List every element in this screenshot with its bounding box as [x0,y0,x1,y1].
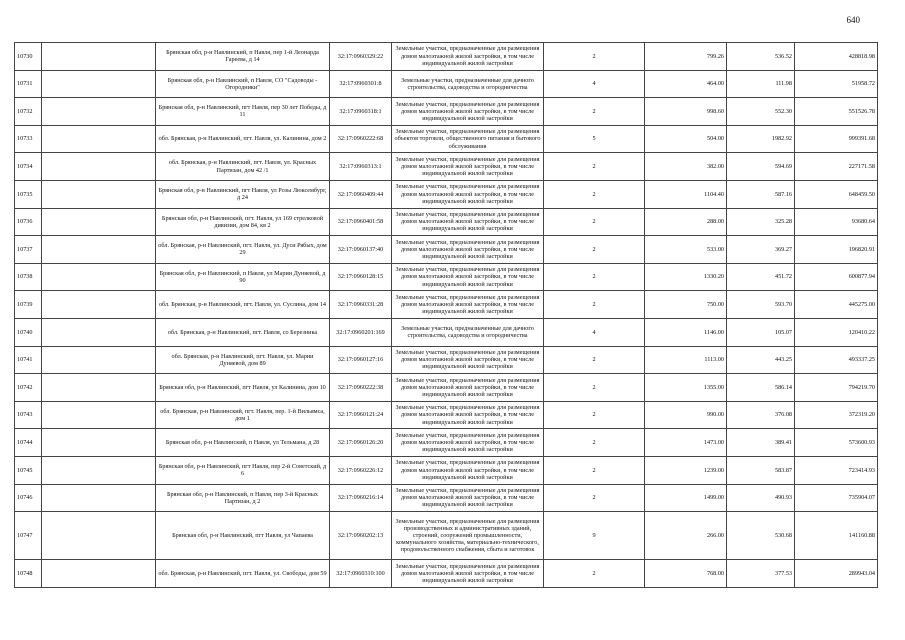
group-cell: 2 [544,374,645,402]
empty-cell [42,70,156,98]
area-cell: 799.26 [645,43,727,71]
land-use-cell: Земельные участки, предназначенные для размещения домов малоэтажной жилой застройки, в том числе индивидуальной жилой застройки [392,180,544,208]
area-cell: 464.00 [645,70,727,98]
table-row [15,180,878,208]
address-cell: обл. Брянская, р-н Навлинский, пгт. Навля, ул. Суслина, дом 14 [156,291,330,319]
area-cell: 998.60 [645,98,727,126]
row-number-cell: 10732 [15,98,42,126]
row-number-cell: 10737 [15,236,42,264]
row-number-cell: 10746 [15,484,42,512]
table-row [15,70,878,98]
area-cell: 504.00 [645,125,727,153]
cadastral-value-cell: 372319.20 [795,401,878,429]
address-cell: Брянская обл, р-н Навлинский, пгт Навля, ул Розы Люксембург, д 24 [156,180,330,208]
empty-cell [42,318,156,346]
group-cell: 2 [544,180,645,208]
table-row [15,263,878,291]
area-cell: 1239.00 [645,456,727,484]
unit-value-cell: 377.53 [727,560,795,588]
row-number-cell: 10739 [15,291,42,319]
cadastral-value-cell: 93680.64 [795,208,878,236]
unit-value-cell: 586.14 [727,374,795,402]
area-cell: 1499.00 [645,484,727,512]
unit-value-cell: 1982.92 [727,125,795,153]
empty-cell [42,401,156,429]
cadastral-value-cell: 141160.88 [795,512,878,560]
cadastral-value-cell: 51958.72 [795,70,878,98]
cadastral-number-cell: 32:17:0960222:68 [330,125,392,153]
row-number-cell: 10731 [15,70,42,98]
address-cell: Брянская обл, р-н Навлинский, пгт Навля, ул Калинина, дом 10 [156,374,330,402]
unit-value-cell: 593.70 [727,291,795,319]
address-cell: обл. Брянская, р-н Навлинский, пгт. Навля, пер. 1-й Вильямса, дом 1 [156,401,330,429]
empty-cell [42,208,156,236]
table-row [15,374,878,402]
cadastral-value-cell: 196820.91 [795,236,878,264]
unit-value-cell: 552.30 [727,98,795,126]
row-number-cell: 10733 [15,125,42,153]
land-use-cell: Земельные участки, предназначенные для размещения домов малоэтажной жилой застройки, в том числе индивидуальной жилой застройки [392,484,544,512]
cadastral-value-cell: 600877.94 [795,263,878,291]
row-number-cell: 10745 [15,456,42,484]
group-cell: 4 [544,318,645,346]
table-row [15,98,878,126]
address-cell: Брянская обл, р-н Навлинский, пгт Навля, пер 2-й Советский, д 6 [156,456,330,484]
area-cell: 1473.00 [645,429,727,457]
unit-value-cell: 389.41 [727,429,795,457]
unit-value-cell: 443.25 [727,346,795,374]
unit-value-cell: 325.28 [727,208,795,236]
cadastral-value-cell: 289943.04 [795,560,878,588]
area-cell: 750.00 [645,291,727,319]
unit-value-cell: 594.69 [727,153,795,181]
cadastral-value-cell: 227171.58 [795,153,878,181]
row-number-cell: 10734 [15,153,42,181]
table-row [15,236,878,264]
land-use-cell: Земельные участки, предназначенные для размещения домов малоэтажной жилой застройки, в том числе индивидуальной жилой застройки [392,401,544,429]
group-cell: 2 [544,98,645,126]
address-cell: Брянская обл, р-н Навлинский, пгт Навля, ул Чапаева [156,512,330,560]
empty-cell [42,180,156,208]
table-body [15,43,878,588]
land-use-cell: Земельные участки, предназначенные для размещения домов малоэтажной жилой застройки, в том числе индивидуальной жилой застройки [392,374,544,402]
group-cell: 2 [544,484,645,512]
table-row [15,484,878,512]
address-cell: обл. Брянская, р-н Навлинский, пгт. Навля, со Березника [156,318,330,346]
group-cell: 2 [544,401,645,429]
land-use-cell: Земельные участки, предназначенные для размещения производственных и административных зданий, строений, сооружений промышленности, коммунального хозяйства, материально-технического, продовольственного снабжения, сбыта и заготовок [392,512,544,560]
unit-value-cell: 536.52 [727,43,795,71]
area-cell: 1355.00 [645,374,727,402]
group-cell: 4 [544,70,645,98]
cadastral-value-cell: 445275.00 [795,291,878,319]
group-cell: 2 [544,346,645,374]
table-row [15,560,878,588]
cadastral-number-cell: 32:17:0960310:100 [330,560,392,588]
cadastral-value-cell: 551526.78 [795,98,878,126]
cadastral-number-cell: 32:17:0960313:1 [330,153,392,181]
cadastral-value-cell: 735904.07 [795,484,878,512]
cadastral-number-cell: 32:17:0960202:13 [330,512,392,560]
unit-value-cell: 451.72 [727,263,795,291]
row-number-cell: 10738 [15,263,42,291]
address-cell: Брянская обл, р-н Навлинский, п Навля, ул Марии Дуняевой, д 90 [156,263,330,291]
cadastral-value-cell: 648459.50 [795,180,878,208]
table-row [15,291,878,319]
unit-value-cell: 587.16 [727,180,795,208]
group-cell: 2 [544,456,645,484]
cadastral-value-cell: 428818.98 [795,43,878,71]
cadastral-number-cell: 32:17:0960126:20 [330,429,392,457]
table-row [15,318,878,346]
table-row [15,512,878,560]
empty-cell [42,43,156,71]
empty-cell [42,456,156,484]
cadastral-number-cell: 32:17:0960318:1 [330,98,392,126]
area-cell: 1330.20 [645,263,727,291]
row-number-cell: 10741 [15,346,42,374]
area-cell: 990.00 [645,401,727,429]
address-cell: Брянская обл, р-н Навлинский, п Навля, пер 3-й Красных Партизан, д 2 [156,484,330,512]
unit-value-cell: 490.93 [727,484,795,512]
cadastral-value-cell: 493337.25 [795,346,878,374]
group-cell: 2 [544,208,645,236]
land-use-cell: Земельные участки, предназначенные для размещения домов малоэтажной жилой застройки, в том числе индивидуальной жилой застройки [392,560,544,588]
area-cell: 1113.00 [645,346,727,374]
area-cell: 768.00 [645,560,727,588]
page-number: 640 [846,15,860,25]
empty-cell [42,560,156,588]
group-cell: 2 [544,429,645,457]
empty-cell [42,484,156,512]
empty-cell [42,346,156,374]
address-cell: Брянская обл, р-н Навлинский, п Навля, пер 1-й Леонарда Гареева, д 14 [156,43,330,71]
unit-value-cell: 583.87 [727,456,795,484]
area-cell: 1104.40 [645,180,727,208]
cadastral-number-cell: 32:17:0960222:38 [330,374,392,402]
group-cell: 2 [544,263,645,291]
area-cell: 288.00 [645,208,727,236]
row-number-cell: 10730 [15,43,42,71]
land-use-cell: Земельные участки, предназначенные для размещения домов малоэтажной жилой застройки, в том числе индивидуальной жилой застройки [392,346,544,374]
address-cell: обл. Брянская, р-н Навлинский, пгт. Навля, ул. Красных Партизан, дом 42 /1 [156,153,330,181]
group-cell: 2 [544,291,645,319]
cadastral-value-cell: 794219.70 [795,374,878,402]
unit-value-cell: 530.68 [727,512,795,560]
cadastral-number-cell: 32:17:0960409:44 [330,180,392,208]
cadastral-number-cell: 32:17:0960401:58 [330,208,392,236]
empty-cell [42,291,156,319]
address-cell: обл. Брянская, р-н Навлинский, пгт. Навля, ул. Калинина, дом 2 [156,125,330,153]
row-number-cell: 10747 [15,512,42,560]
cadastral-number-cell: 32:17:0960137:40 [330,236,392,264]
table-row [15,153,878,181]
cadastral-number-cell: 32:17:0960201:169 [330,318,392,346]
land-use-cell: Земельные участки, предназначенные для размещения домов малоэтажной жилой застройки, в том числе индивидуальной жилой застройки [392,429,544,457]
address-cell: Брянская обл, р-н Навлинский, п Навля, СО "Садоводы - Огородники" [156,70,330,98]
empty-cell [42,125,156,153]
area-cell: 1146.00 [645,318,727,346]
cadastral-value-cell: 723414.93 [795,456,878,484]
group-cell: 9 [544,512,645,560]
empty-cell [42,98,156,126]
land-use-cell: Земельные участки, предназначенные для размещения домов малоэтажной жилой застройки, в том числе индивидуальной жилой застройки [392,208,544,236]
unit-value-cell: 105.07 [727,318,795,346]
group-cell: 2 [544,153,645,181]
table-row [15,125,878,153]
cadastral-value-cell: 573600.93 [795,429,878,457]
land-use-cell: Земельные участки, предназначенные для размещения домов малоэтажной жилой застройки, в том числе индивидуальной жилой застройки [392,291,544,319]
land-use-cell: Земельные участки, предназначенные для дачного строительства, садоводства и огородничества [392,318,544,346]
empty-cell [42,512,156,560]
cadastral-value-table [14,42,878,588]
table-row [15,456,878,484]
table-row [15,208,878,236]
land-use-cell: Земельные участки, предназначенные для размещения домов малоэтажной жилой застройки, в том числе индивидуальной жилой застройки [392,153,544,181]
row-number-cell: 10742 [15,374,42,402]
empty-cell [42,263,156,291]
cadastral-number-cell: 32:17:0960127:16 [330,346,392,374]
address-cell: Брянская обл, р-н Навлинский, пгт Навля, пер 30 лет Победы, д 11 [156,98,330,126]
land-use-cell: Земельные участки, предназначенные для дачного строительства, садоводства и огородничества [392,70,544,98]
address-cell: обл. Брянская, р-н Навлинский, пгт. Навля, ул. Свободы, дом 59 [156,560,330,588]
table-row [15,346,878,374]
cadastral-number-cell: 32:17:0960216:14 [330,484,392,512]
address-cell: обл. Брянская, р-н Навлинский, пгт. Навля, ул. Марии Дуняевой, дом 89 [156,346,330,374]
cadastral-value-cell: 999391.68 [795,125,878,153]
cadastral-value-cell: 120410.22 [795,318,878,346]
row-number-cell: 10736 [15,208,42,236]
empty-cell [42,236,156,264]
cadastral-number-cell: 32:17:0960329:22 [330,43,392,71]
cadastral-number-cell: 32:17:0960226:12 [330,456,392,484]
land-use-cell: Земельные участки, предназначенные для размещения домов малоэтажной жилой застройки, в том числе индивидуальной жилой застройки [392,263,544,291]
area-cell: 382.00 [645,153,727,181]
row-number-cell: 10740 [15,318,42,346]
unit-value-cell: 369.27 [727,236,795,264]
area-cell: 266.00 [645,512,727,560]
cadastral-number-cell: 32:17:0960121:24 [330,401,392,429]
row-number-cell: 10735 [15,180,42,208]
unit-value-cell: 376.08 [727,401,795,429]
group-cell: 2 [544,560,645,588]
table-row [15,429,878,457]
land-use-cell: Земельные участки, предназначенные для размещения домов малоэтажной жилой застройки, в том числе индивидуальной жилой застройки [392,236,544,264]
land-use-cell: Земельные участки, предназначенные для размещения домов малоэтажной жилой застройки, в том числе индивидуальной жилой застройки [392,456,544,484]
table-row [15,401,878,429]
empty-cell [42,429,156,457]
land-use-cell: Земельные участки, предназначенные для размещения домов малоэтажной жилой застройки, в том числе индивидуальной жилой застройки [392,98,544,126]
address-cell: Брянская обл, р-н Навлинский, пгт. Навля, ул 169 стрелковой дивизии, дом 84, кв 2 [156,208,330,236]
empty-cell [42,153,156,181]
row-number-cell: 10744 [15,429,42,457]
row-number-cell: 10743 [15,401,42,429]
land-use-cell: Земельные участки, предназначенные для размещения домов малоэтажной жилой застройки, в том числе индивидуальной жилой застройки [392,43,544,71]
unit-value-cell: 111.98 [727,70,795,98]
group-cell: 2 [544,43,645,71]
empty-cell [42,374,156,402]
cadastral-number-cell: 32:17:0960331:28 [330,291,392,319]
group-cell: 5 [544,125,645,153]
row-number-cell: 10748 [15,560,42,588]
address-cell: обл. Брянская, р-н Навлинский, пгт. Навля, ул. Дуси Рябых, дом 29 [156,236,330,264]
area-cell: 533.00 [645,236,727,264]
cadastral-number-cell: 32:17:0960301:8 [330,70,392,98]
address-cell: Брянская обл, р-н Навлинский, п Навля, ул Тельмана, д 28 [156,429,330,457]
table-row [15,43,878,71]
land-use-cell: Земельные участки, предназначенные для размещения объектов торговли, общественного питания и бытового обслуживания [392,125,544,153]
group-cell: 2 [544,236,645,264]
cadastral-number-cell: 32:17:0960128:15 [330,263,392,291]
